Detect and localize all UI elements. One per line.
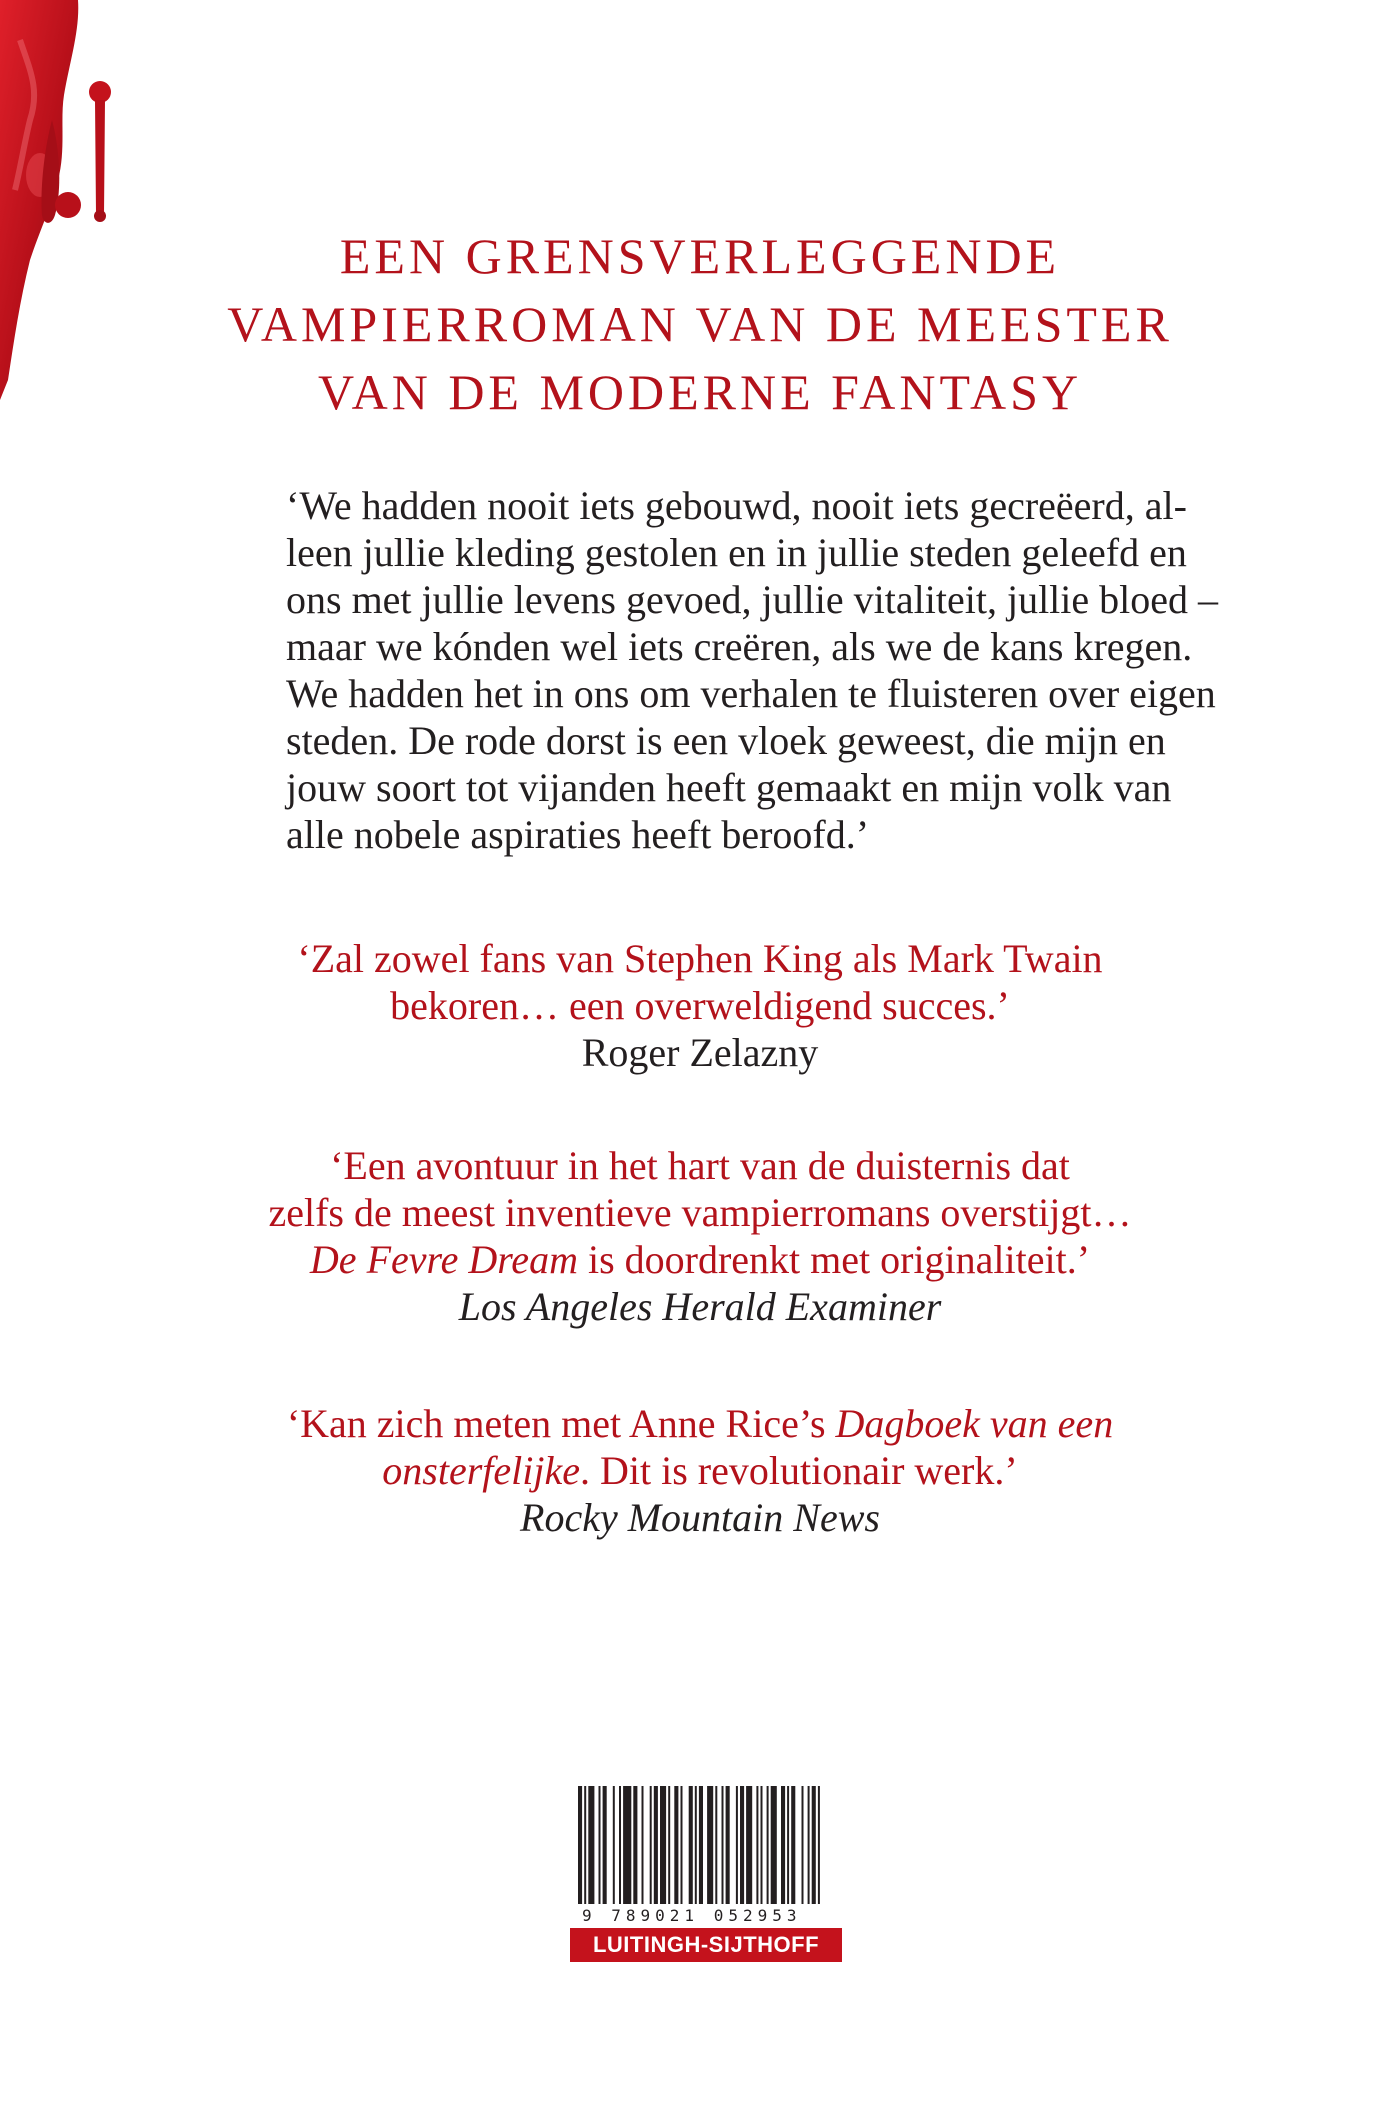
quote-line (100, 1447, 1300, 1494)
book-title: Dagboek van een (835, 1401, 1114, 1446)
barcode-bar (802, 1786, 804, 1904)
barcode-bar (642, 1786, 644, 1904)
review-quote-herald (100, 1142, 1300, 1330)
barcode-bar (681, 1786, 683, 1904)
quote-source: Rocky Mountain News (520, 1495, 880, 1540)
quote-source: Roger Zelazny (581, 1030, 819, 1075)
book-title: onsterfelijke (382, 1448, 581, 1493)
barcode-bar (707, 1786, 713, 1904)
quote-line (100, 1400, 1300, 1447)
quote-line (100, 1236, 1300, 1283)
excerpt-line: jouw soort tot vijanden heeft gemaakt en mijn volk van (286, 765, 1172, 810)
excerpt-line: ons met jullie levens gevoed, jullie vitaliteit, jullie bloed – (286, 577, 1219, 622)
quote-line: bekoren… een overweldigend succes.’ (390, 983, 1010, 1028)
barcode-bar (812, 1786, 816, 1904)
barcode-bar (668, 1786, 670, 1904)
excerpt-line: leen jullie kleding gestolen en in jullie steden geleefd en (286, 530, 1187, 575)
excerpt-line: alle nobele aspiraties heeft beroofd.’ (286, 812, 870, 857)
excerpt-line: steden. De rode dorst is een vloek geweest, die mijn en (286, 718, 1166, 763)
barcode-bar (584, 1786, 586, 1904)
barcode-bar (603, 1786, 607, 1904)
quote-text: ‘Kan zich meten met Anne Rice’s (286, 1401, 836, 1446)
barcode-bar (695, 1786, 697, 1904)
excerpt-line: We hadden het in ons om verhalen te fluisteren over eigen (286, 671, 1216, 716)
barcode-bar (781, 1786, 785, 1904)
quote-line: zelfs de meest inventieve vampierromans overstijgt… (268, 1190, 1132, 1235)
barcode-bar (818, 1786, 820, 1904)
barcode-bar (722, 1786, 724, 1904)
excerpt-paragraph (286, 482, 1219, 858)
barcode-bar (619, 1786, 621, 1904)
quote-line: ‘Zal zowel fans van Stephen King als Mark Twain (297, 936, 1103, 981)
isbn-number: 9 789021 052953 (582, 1906, 802, 1925)
headline (100, 222, 1300, 426)
quote-line: ‘Een avontuur in het hart van de duisternis dat (330, 1143, 1070, 1188)
barcode-bar (650, 1786, 652, 1904)
barcode-bar (808, 1786, 810, 1904)
publisher-logo: LUITINGH-SIJTHOFF (570, 1928, 842, 1962)
headline-line: VAMPIERROMAN VAN DE MEESTER (227, 296, 1173, 352)
headline-line: EEN GRENSVERLEGGENDE (339, 228, 1061, 284)
barcode-bar (654, 1786, 658, 1904)
barcode-bar (787, 1786, 789, 1904)
barcode-bar (633, 1786, 637, 1904)
quote-text: . Dit is revolutionair werk.’ (580, 1448, 1018, 1493)
barcode-bar (740, 1786, 744, 1904)
barcode-bar (689, 1786, 693, 1904)
barcode-bar (771, 1786, 777, 1904)
barcode-bar (623, 1786, 631, 1904)
barcode-bar (767, 1786, 769, 1904)
excerpt-line: maar we kónden wel iets creëren, als we de kans kregen. (286, 624, 1193, 669)
excerpt-line: ‘We hadden nooit iets gebouwd, nooit iets gecreëerd, al- (286, 483, 1187, 528)
quote-text: is doordrenkt met originaliteit.’ (577, 1237, 1091, 1282)
barcode-bar (578, 1786, 582, 1904)
headline-line: VAN DE MODERNE FANTASY (317, 364, 1083, 420)
barcode-bar (746, 1786, 752, 1904)
review-quote-zelazny (100, 935, 1300, 1076)
barcode-bar (791, 1786, 795, 1904)
book-title: De Fevre Dream (309, 1237, 578, 1282)
barcode-bar (715, 1786, 717, 1904)
barcode-bar (599, 1786, 601, 1904)
quote-source: Los Angeles Herald Examiner (458, 1284, 942, 1329)
barcode-bar (736, 1786, 738, 1904)
barcode-bar (660, 1786, 666, 1904)
barcode-bar (613, 1786, 615, 1904)
barcode-bar (761, 1786, 763, 1904)
barcode-bar (588, 1786, 594, 1904)
barcode-bar (726, 1786, 730, 1904)
barcode-bars (564, 1782, 842, 1908)
review-quote-rocky-mountain (100, 1400, 1300, 1541)
barcode-bar (756, 1786, 758, 1904)
barcode-bar (699, 1786, 703, 1904)
barcode-bar (674, 1786, 678, 1904)
